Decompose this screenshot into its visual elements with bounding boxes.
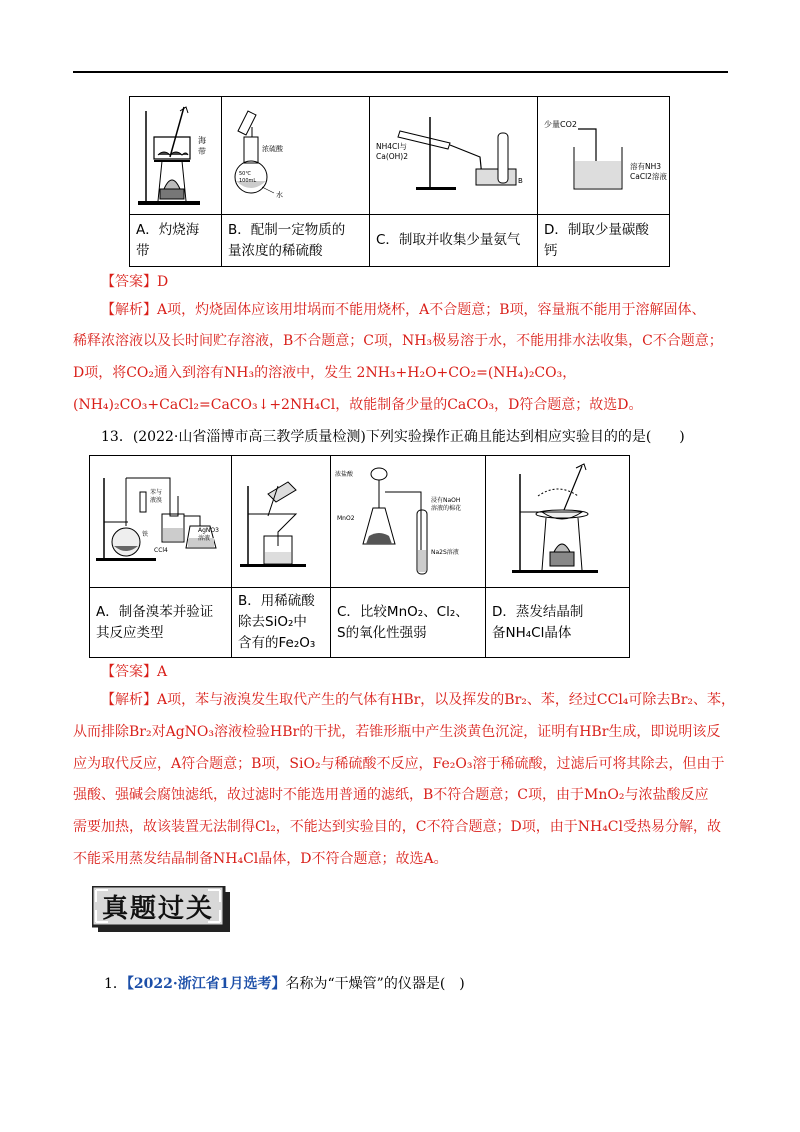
flask-gas-apparatus-icon [331,456,486,587]
experiment-table-1 [129,96,670,267]
beaker-co2-icon [538,97,670,214]
caption-a: A．灼烧海 带 [130,215,222,267]
analysis-13-line4: 强酸、强碱会腐蚀滤纸，故过滤时不能选用普通的滤纸，B不符合题意；C项，由于MnO₂与浓盐酸反应 [73,787,709,803]
figure-cell-c [370,97,538,215]
svg-text:浓盐酸: 浓盐酸 [335,471,354,478]
svg-text:溶液: 溶液 [198,535,211,542]
svg-text:NH4Cl与: NH4Cl与 [376,142,407,151]
question-1-stem: 名称为“干燥管”的仪器是( ) [285,976,465,992]
analysis-12-line4: (NH₄)₂CO₃+CaCl₂=CaCO₃↓+2NH₄Cl，故能制备少量的CaCO₃，D符合题意；故选D。 [73,397,643,413]
svg-text:MnO2: MnO2 [337,515,355,522]
svg-text:海: 海 [198,136,206,145]
question-1-number: 1． [104,976,127,992]
svg-text:AgNO3: AgNO3 [198,527,219,534]
analysis-13-line5: 需要加热，故该装置无法制得Cl₂，不能达到实验目的，C不符合题意；D项，由于NH₄Cl受热易分解，故 [73,819,721,835]
svg-text:少量CO2: 少量CO2 [544,120,577,129]
figure-cell-13d [486,456,630,588]
answer-12: 【答案】D [101,274,169,290]
figure-cell-13a [90,456,232,588]
header-rule [73,71,728,73]
svg-text:Ca(OH)2: Ca(OH)2 [376,152,408,161]
svg-text:100mL: 100mL [239,178,257,184]
figure-cell-d [538,97,670,215]
answer-13: 【答案】A [101,664,168,680]
figure-cell-a [130,97,222,215]
svg-text:溶有NH3: 溶有NH3 [630,162,662,171]
evaporating-dish-icon [486,456,630,587]
svg-text:液溴: 液溴 [150,497,163,504]
experiment-table-2 [89,455,630,658]
analysis-13-line6: 不能采用蒸发结晶制备NH₄Cl晶体，D不符合题意；故选A。 [73,851,448,867]
svg-text:Na2S溶液: Na2S溶液 [431,549,459,556]
svg-text:溶液的棉花: 溶液的棉花 [431,505,462,512]
section-banner [92,886,232,934]
analysis-12-line2: 稀释浓溶液以及长时间贮存溶液，B不合题意；C项，NH₃极易溶于水，不能用排水法收集，C不合题意； [73,333,723,349]
analysis-13-line3: 应为取代反应，A符合题意；B项，SiO₂与稀硫酸不反应，Fe₂O₃溶于稀硫酸，过滤后可将其除去，但由于 [73,756,725,772]
svg-text:苯与: 苯与 [150,489,163,496]
svg-text:水: 水 [276,191,283,199]
svg-text:浓硫酸: 浓硫酸 [262,145,283,153]
svg-text:铁: 铁 [142,531,149,538]
caption-d: D．制取少量碳酸 钙 [538,215,670,267]
caption-c: C．制取并收集少量氨气 [370,215,538,267]
svg-text:50℃: 50℃ [239,171,251,177]
analysis-12-line1: 【解析】A项，灼烧固体应该用坩埚而不能用烧杯，A不合题意；B项，容量瓶不能用于溶解固体、 [101,302,706,318]
caption-13d: D．蒸发结晶制 备NH₄Cl晶体 [486,588,630,658]
question-13-stem: 13．(2022·山省淄博市高三教学质量检测)下列实验操作正确且能达到相应实验目的的是( ) [101,429,685,445]
figure-cell-13b [232,456,331,588]
svg-text:带: 带 [198,147,206,156]
filtration-icon [232,456,331,587]
burner-apparatus-icon [130,97,222,214]
caption-13a: A．制备溴苯并验证 其反应类型 [90,588,232,658]
analysis-13-line2: 从而排除Br₂对AgNO₃溶液检验HBr的干扰，若锥形瓶中产生淡黄色沉淀，证明有HBr生成，即说明该反 [73,724,721,740]
svg-text:B: B [518,177,523,185]
volumetric-flask-icon [222,97,370,214]
figure-cell-13c [331,456,486,588]
svg-text:浸有NaOH: 浸有NaOH [431,497,461,504]
svg-text:CaCl2溶液: CaCl2溶液 [630,172,667,181]
analysis-13-line1: 【解析】A项，苯与液溴发生取代产生的气体有HBr，以及挥发的Br₂、苯，经过CCl₄可除去Br₂、苯， [101,692,735,708]
caption-b: B．配制一定物质的 量浓度的稀硫酸 [222,215,370,267]
question-1 [104,973,465,993]
svg-text:CCl4: CCl4 [154,547,168,554]
figure-cell-b [222,97,370,215]
bromobenzene-apparatus-icon [90,456,232,587]
analysis-12-line3: D项，将CO₂通入到溶有NH₃的溶液中，发生 2NH₃+H₂O+CO₂=(NH₄)₂CO₃， [73,365,577,381]
caption-13b: B．用稀硫酸 除去SiO₂中 含有的Fe₂O₃ [232,588,331,658]
question-1-source-tag: 【2022·浙江省1月选考】 [126,976,286,992]
section-title: 真题过关 [101,894,214,924]
caption-13c: C．比较MnO₂、Cl₂、 S的氧化性强弱 [331,588,486,658]
ammonia-apparatus-icon [370,97,538,214]
